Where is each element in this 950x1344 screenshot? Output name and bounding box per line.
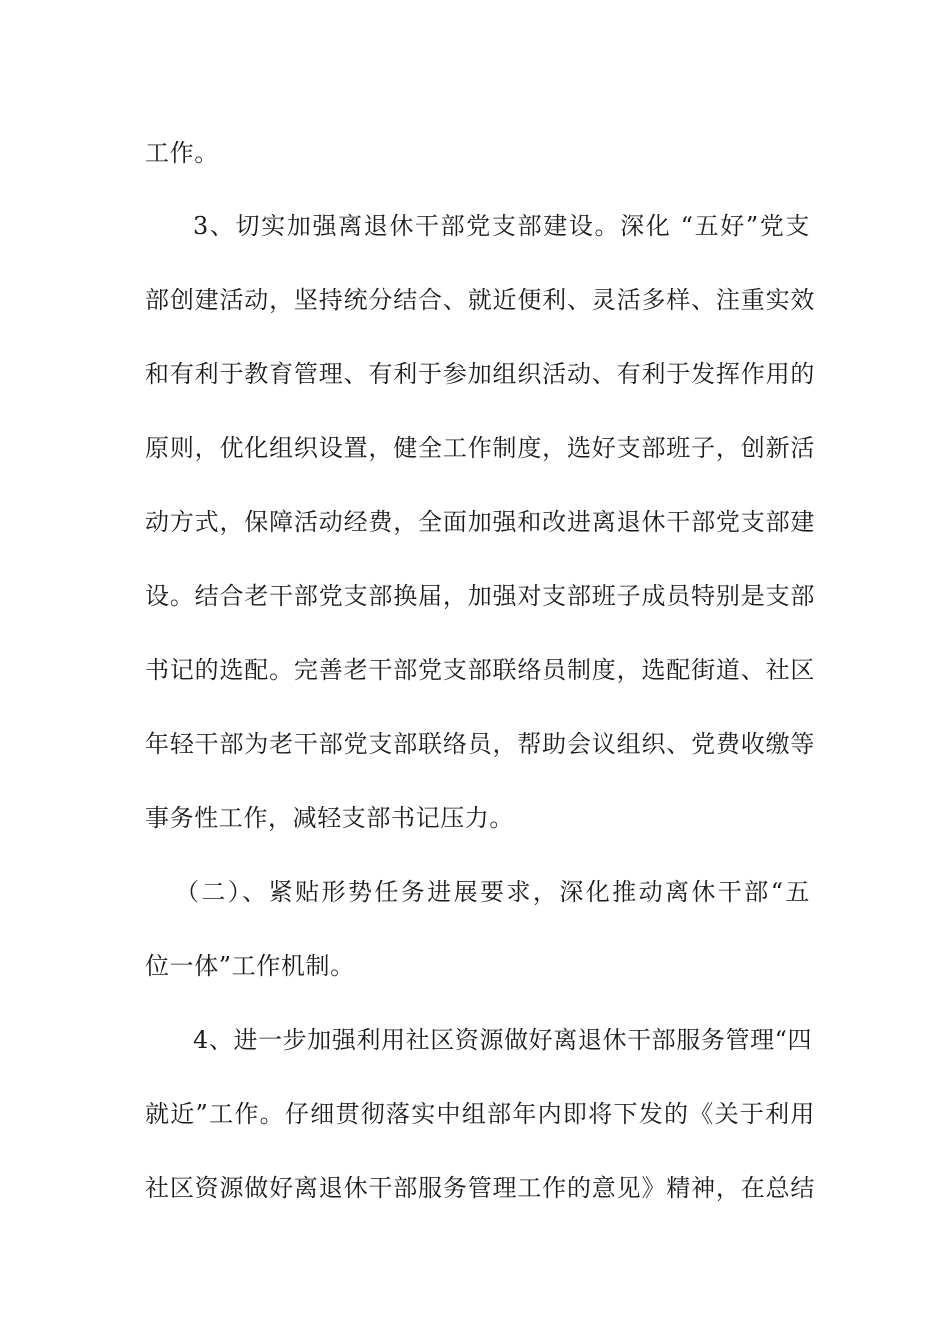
paragraph-3-line-6: 设。结合老干部党支部换届，加强对支部班子成员特别是支部 [145,582,815,610]
paragraph-3-line-3: 和有利于教育管理、有利于参加组织活动、有利于发挥作用的 [145,360,815,388]
paragraph-3-line-4: 原则，优化组织设置，健全工作制度，选好支部班子，创新活 [145,434,815,462]
paragraph-3-line-5: 动方式，保障活动经费，全面加强和改进离退休干部党支部建 [145,508,815,536]
section-heading-line-2: 位一体”工作机制。 [145,952,355,980]
text-line-1: 工作。 [145,139,219,167]
paragraph-3-line-7: 书记的选配。完善老干部党支部联络员制度，选配街道、社区 [145,656,815,684]
section-heading-line-1: （二）、紧贴形势任务进展要求，深化推动离休干部“五 [175,878,810,906]
paragraph-3-line-9: 事务性工作，减轻支部书记压力。 [145,804,514,832]
paragraph-4-line-2: 就近”工作。仔细贯彻落实中组部年内即将下发的《关于利用 [145,1100,815,1128]
paragraph-3-line-1: 3、切实加强离退休干部党支部建设。深化 “五好”党支 [193,212,810,240]
paragraph-4-line-1: 4、进一步加强利用社区资源做好离退休干部服务管理“四 [193,1026,813,1054]
paragraph-4-line-3: 社区资源做好离退休干部服务管理工作的意见》精神，在总结 [145,1174,815,1202]
paragraph-3-line-8: 年轻干部为老干部党支部联络员，帮助会议组织、党费收缴等 [145,730,815,758]
paragraph-3-line-2: 部创建活动，坚持统分结合、就近便利、灵活多样、注重实效 [145,286,815,314]
